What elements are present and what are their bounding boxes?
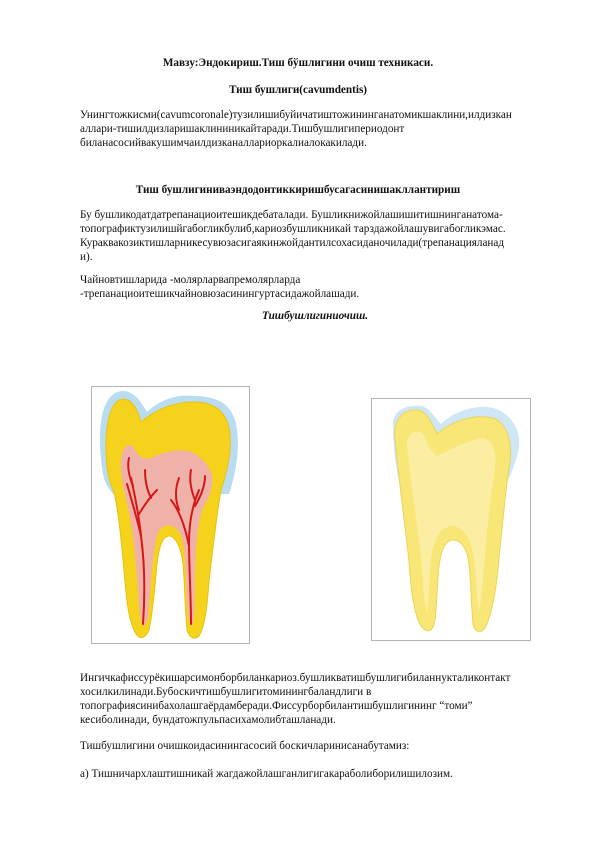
document-subtitle: Тиш бушлиги(cavumdentis) [228,84,368,96]
section-line-4: и). [80,251,93,263]
section-line-1: Бу бушликодатдатрепанациоитешикдебаталади. Бушликнижойлашишитишнинганатома- [80,209,503,221]
tooth-canal-figure [371,398,531,641]
stages-intro: Тишбушлигини очишкоидасинингасосий боскичларинисанабутамиз: [80,740,410,752]
tooth-section-illustration [91,386,250,644]
figure-caption: Тишбушлигиниочиш. [262,310,369,322]
intro-line-2: аллари-тишилдизларишаклининикайтаради.Тишбушлигипериодонт [80,123,405,135]
section-line-3: Кураквакозиктишларникесувюзасигаякинжойдантилсохасиданочилади(трепанацияланад [80,237,505,249]
after-figure-line-4: кесиболинади, бундатожпульпасихамолибташланади. [80,714,336,726]
section-line-2: топографиктузилишйгабогликбулиб,кариозбушликникай тарздажойлашувигабогликэмас. [80,223,506,235]
molar-line-2: -трепанациоитешикчайновюзасинингуртасидажойлашади. [80,288,360,300]
intro-line-1: Унингтожкисми(cavumcoronale)тузилишибуйичатиштожининганатомикшаклини,илдизкан [80,109,512,121]
section-heading: Тиш бушлигиниваэндодонтиккиришбусагасинишакллантириш [135,184,461,196]
document-title: Мавзу:Эндокириш.Тиш бўшлигини очиш техникаси. [162,57,434,69]
after-figure-line-2: хосилкилинади.Бубоскичтишбушлигитоминингбаландлиги в [80,686,372,698]
stage-a: а) Тишничархлаштишникай жагдажойлашганлигигакараболиборилишилозим. [80,768,453,780]
tooth-section-figure [91,386,250,644]
after-figure-line-3: топографиясинибахолашгаёрдамберади.Фиссурборбилантишбушлигининг “томи” [80,700,473,712]
intro-line-3: биланасосийвакушимчаилдизканаллариоркалиалокакилади. [80,137,367,149]
molar-line-1: Чайновтишларида -молярларвапремолярларда [80,274,301,286]
tooth-canal-illustration [371,398,531,641]
after-figure-line-1: Ингичкафиссурёкишарсимонборбиланкариоз.бушликватишбушлигибиланнукталиконтакт [80,672,511,684]
